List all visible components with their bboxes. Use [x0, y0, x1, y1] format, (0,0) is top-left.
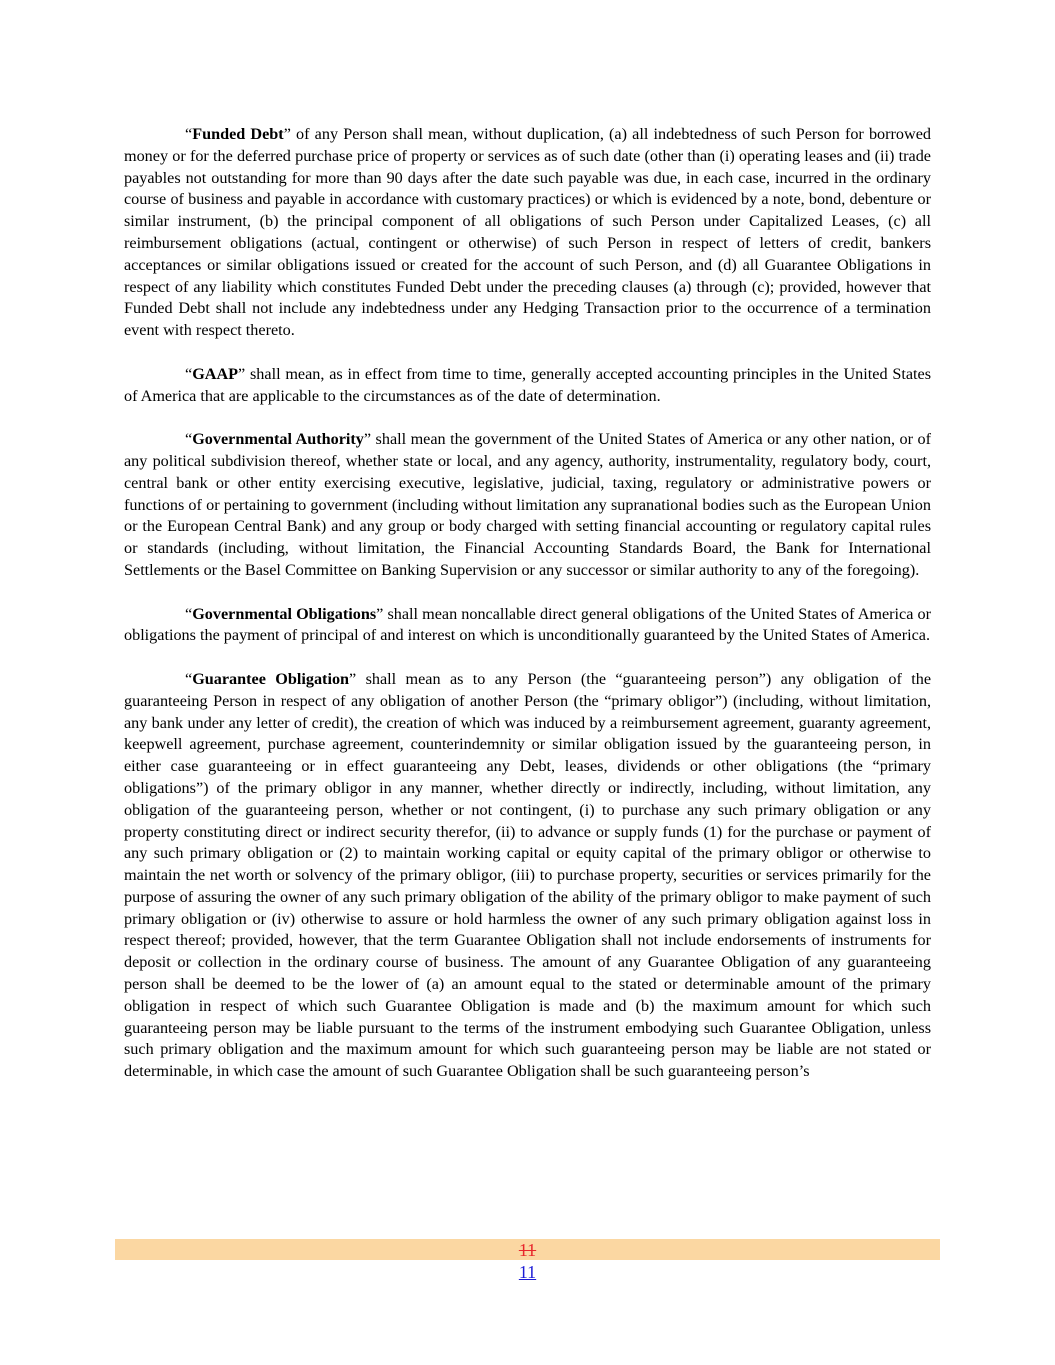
definition-text: shall mean as to any Person (the “guaranteeing person”) any obligation of the guaranteeing Person in respect of any obligation of another Person (the “primary obligor”) (including, without limitation, any bank under any letter of credit), the creation of which was induced by a reimbursement agreement, guaranty agreement, keepwell agreement, purchase agreement, counterindemnity or similar obligation issued by the guaranteeing person, in either case guaranteeing or in effect guaranteeing any Debt, leases, dividends or other obligations (the “primary obligations”) of the primary obligor in any manner, whether directly or indirectly, including, without limitation, any obligation of the guaranteeing person, whether or not contingent, (i) to purchase any such primary obligation or any property constituting direct or indirect security therefor, (ii) to advance or supply funds (1) for the purchase or payment of any such primary obligation or (2) to maintain working capital or equity capital of the primary obligor or otherwise to maintain the net worth or solvency of the primary obligor, (iii) to purchase property, securities or services primarily for the purpose of assuring the owner of any such primary obligation of the ability of the primary obligor to make payment of such primary obligation or (iv) otherwise to assure or hold harmless the owner of any such primary obligation against loss in respect thereof; provided, however, that the term Guarantee Obligation shall not include endorsements of instruments for deposit or collection in the ordinary course of business. The amount of any Guarantee Obligation of any guaranteeing person shall be deemed to be the lower of (a) an amount equal to the stated or determinable amount of the primary obligation in respect of which such Guarantee Obligation is made and (b) the maximum amount for which such guaranteeing person may be liable pursuant to the terms of the instrument embodying such Guarantee Obligation, unless such primary obligation and the maximum amount for which such guaranteeing person may be liable are not stated or determinable, in which case the amount of such Guarantee Obligation shall be such guaranteeing person’s [124, 669, 931, 1081]
defined-term: GAAP [192, 364, 239, 383]
defined-term: Guarantee Obligation [192, 669, 350, 688]
open-quote: “ [185, 604, 193, 623]
inserted-page-number-link[interactable]: 11 [518, 1262, 537, 1282]
open-quote: “ [185, 125, 193, 143]
definition-text: shall mean the government of the United States of America or any other nation, or of any political subdivision thereof, whether state or local, and any agency, authority, instrumentality, regulatory body, court, central bank or other entity exercising executive, legislative, judicial, taxing, regulatory or administrative powers or functions of or pertaining to government (including without limitation any supranational bodies such as the European Union or the European Central Bank) and any group or body charged with setting financial accounting or regulatory capital rules or standards (including, without limitation, the Financial Accounting Standards Board, the Bank for International Settlements or the Basel Committee on Banking Supervision or any successor or similar authority to any of the foregoing). [124, 430, 931, 579]
definition-governmental-authority [124, 429, 931, 582]
open-quote: “ [185, 669, 193, 688]
definition-gaap [124, 364, 931, 408]
open-quote: “ [185, 430, 193, 449]
defined-term: Governmental Obligations [192, 604, 377, 623]
definition-governmental-obligations [124, 604, 931, 648]
deleted-page-number: 11 [518, 1240, 537, 1260]
definition-text: of any Person shall mean, without duplication, (a) all indebtedness of such Person for borrowed money or for the deferred purchase price of property or services as of such date (other than (i) operating leases and (ii) trade payables not outstanding for more than 90 days after the date such payable was due, in each case, incurred in the ordinary course of business and payable in accordance with customary practices) or which is evidenced by a note, bond, debenture or similar instrument, (b) the principal component of all obligations of such Person under Capitalized Leases, (c) all reimbursement obligations (actual, contingent or otherwise) of such Person in respect of letters of credit, bankers acceptances or similar obligations issued or created for the account of such Person, and (d) all Guarantee Obligations in respect of any liability which constitutes Funded Debt under the preceding clauses (a) through (c); provided, however that Funded Debt shall not include any indebtedness under any Hedging Transaction prior to the occurrence of a termination event with respect thereto. [124, 125, 931, 340]
definition-funded-debt [124, 124, 931, 342]
close-quote: ” [376, 604, 384, 623]
definitions-body [124, 124, 931, 1083]
defined-term: Governmental Authority [192, 430, 364, 449]
defined-term: Funded Debt [192, 125, 284, 143]
definition-guarantee-obligation [124, 669, 931, 1083]
close-quote: ” [238, 364, 246, 383]
open-quote: “ [185, 364, 193, 383]
definition-text: shall mean, as in effect from time to time, generally accepted accounting principles in the United States of America that are applicable to the circumstances as of the date of determination. [124, 364, 931, 405]
close-quote: ” [283, 125, 291, 143]
close-quote: ” [349, 669, 357, 688]
definition-text: shall mean noncallable direct general obligations of the United States of America or obligations the payment of principal of and interest on which is unconditionally guaranteed by the United States of America. [124, 604, 931, 645]
close-quote: ” [363, 430, 372, 449]
